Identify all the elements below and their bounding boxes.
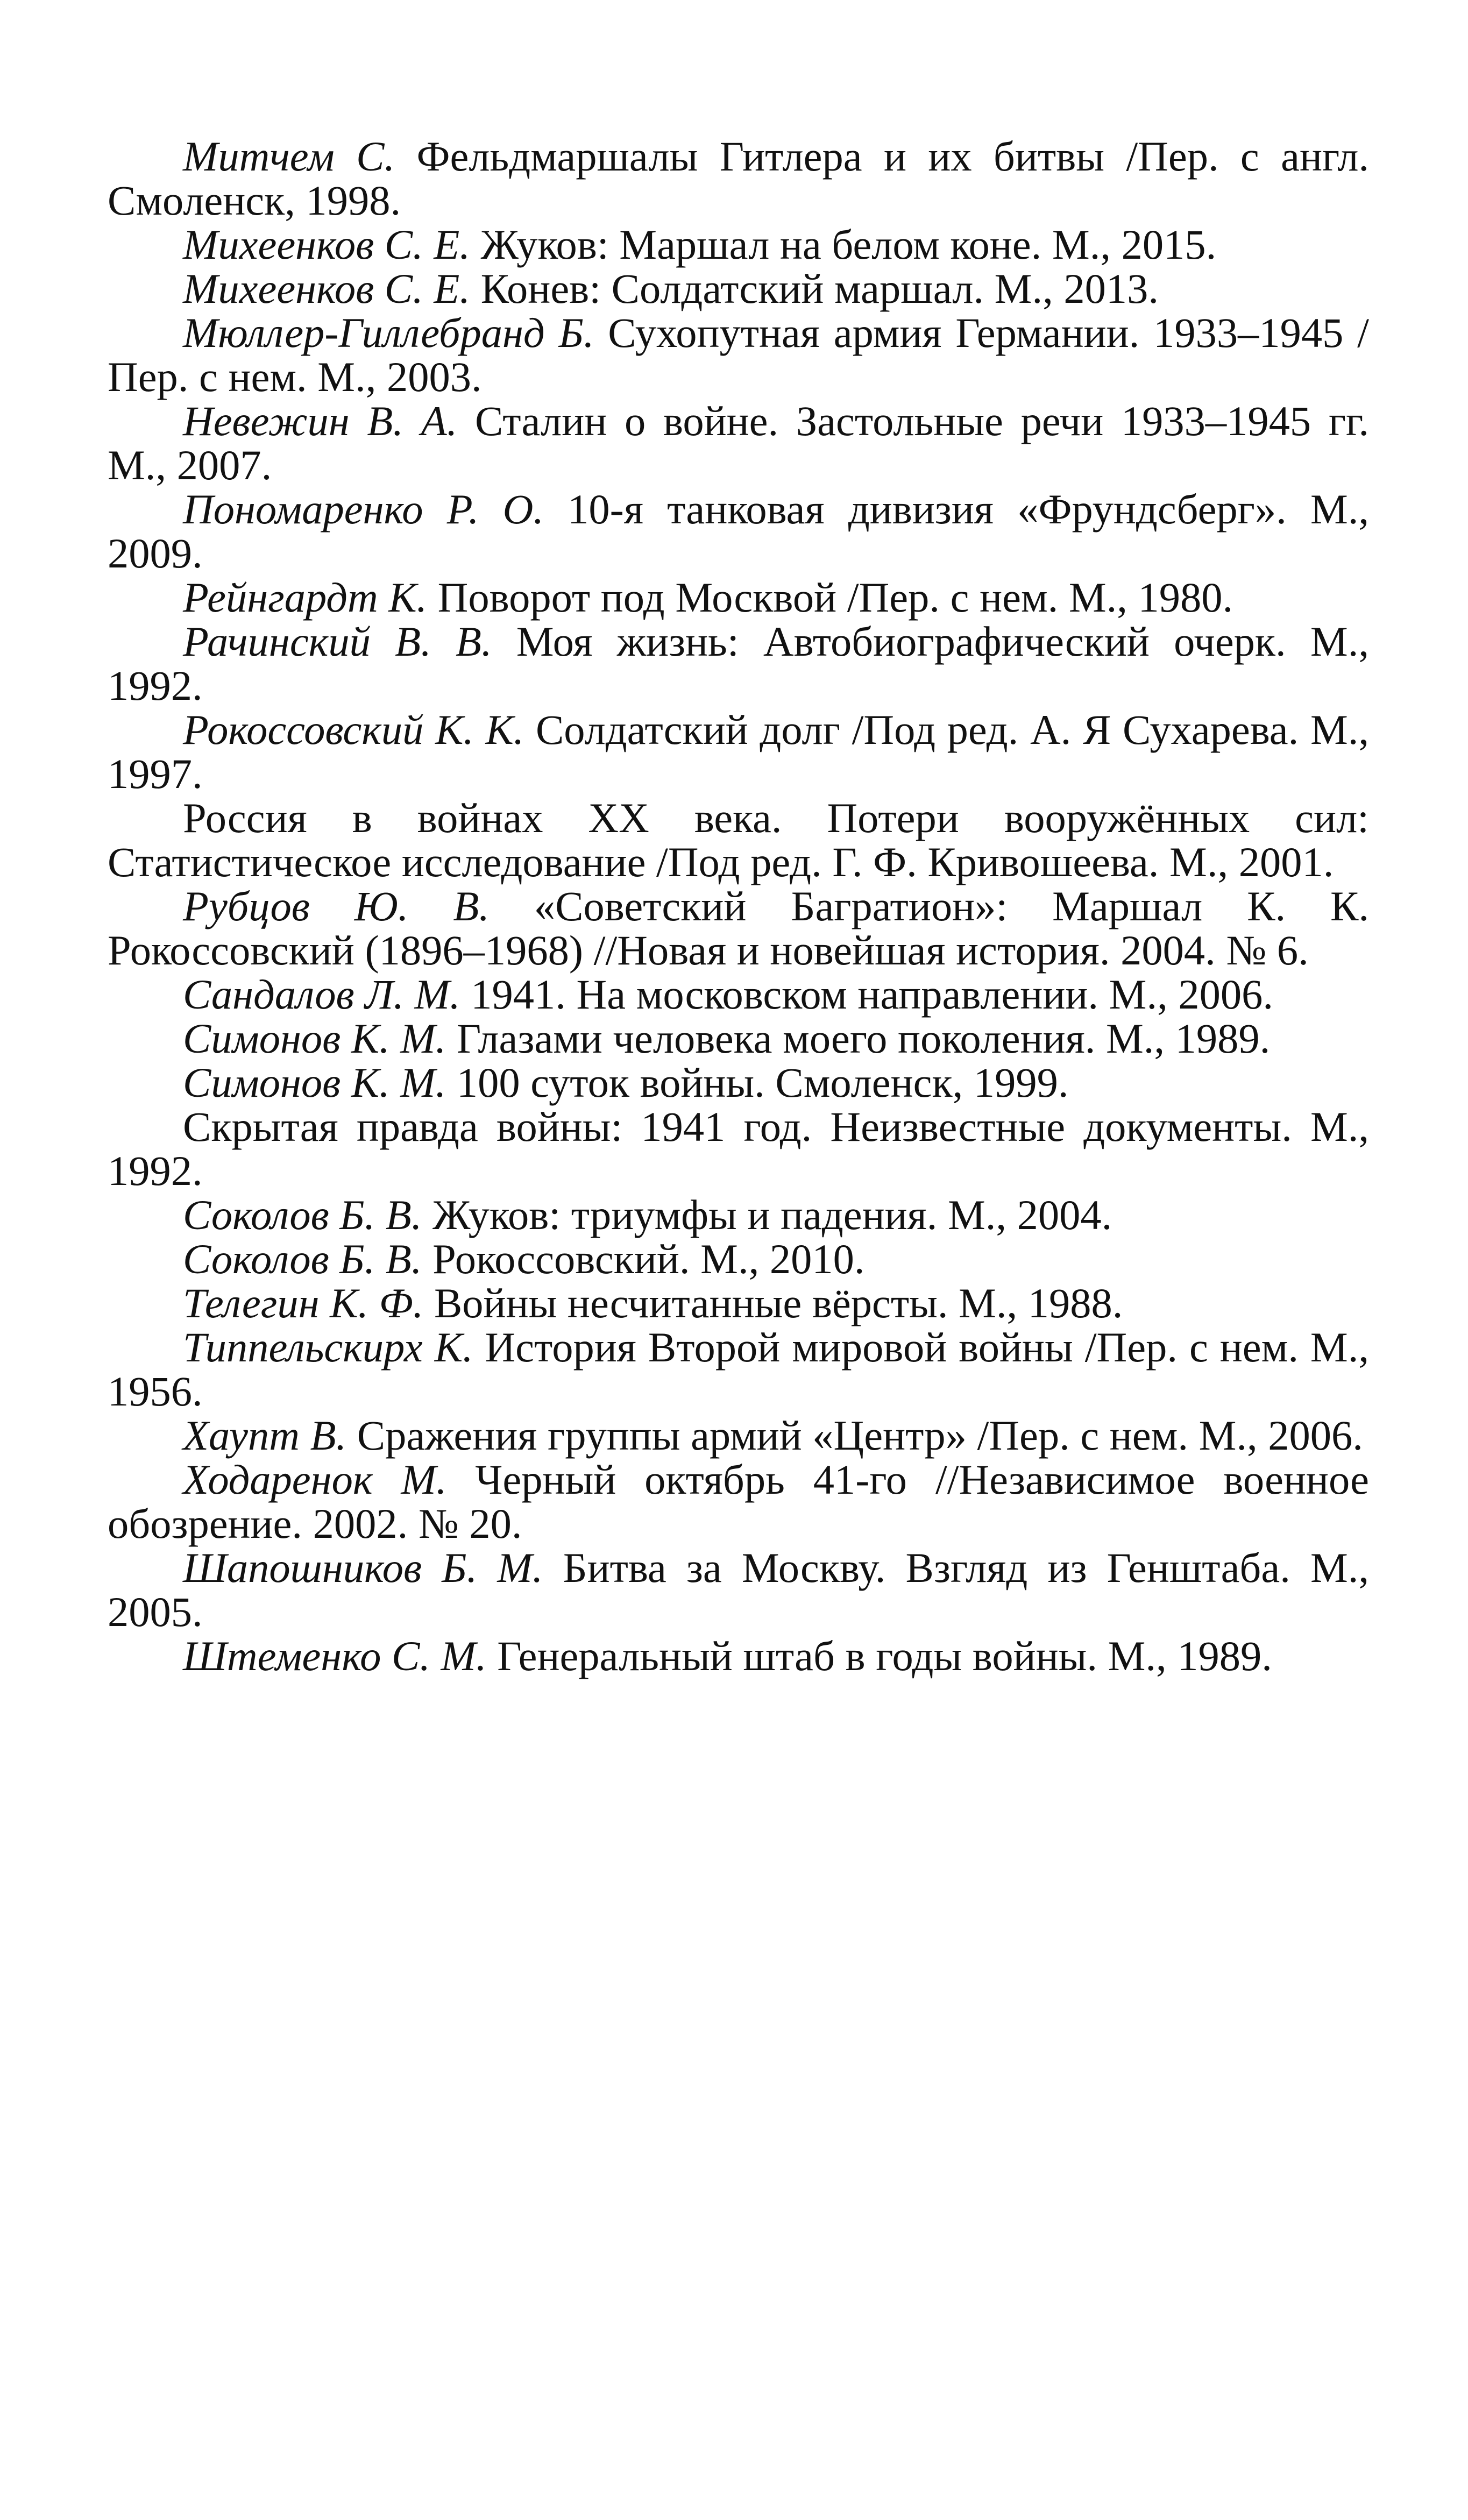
bibliography-entry <box>108 1017 1369 1061</box>
bibliography-entry <box>108 1414 1369 1458</box>
entry-author: Михеенков С. Е. <box>183 221 470 268</box>
bibliography-entry <box>108 1105 1369 1193</box>
entry-text: Фельдмаршалы Гитлера и их битвы /Пер. с англ. Смоленск, 1998. <box>108 133 1369 224</box>
entry-author: Ходаренок М. <box>183 1456 447 1503</box>
entry-text: Поворот под Москвой /Пер. с нем. М., 1980. <box>427 574 1233 621</box>
entry-text: Сражения группы армий «Центр» /Пер. с нем. М., 2006. <box>346 1412 1363 1459</box>
entry-text: Войны несчитанные вёрсты. М., 1988. <box>423 1280 1123 1326</box>
entry-text: История Второй мировой войны /Пер. с нем. М., 1956. <box>108 1324 1369 1415</box>
bibliography-entry <box>108 620 1369 708</box>
entry-text: Сталин о войне. Застольные речи 1933–1945 гг. М., 2007. <box>108 397 1370 488</box>
bibliography-entry <box>108 223 1369 267</box>
entry-text: Россия в войнах XX века. Потери вооружённых сил: Статистическое исследование /Под ред. Г. Ф. Кривошеева. М., 2001. <box>108 794 1369 885</box>
bibliography-entry <box>108 708 1369 796</box>
bibliography-entry <box>108 884 1369 972</box>
entry-text: «Советский Багратион»: Маршал К. К. Рокоссовский (1896–1968) //Новая и новейшая история. 2004. № 6. <box>108 883 1369 974</box>
entry-author: Типпельскирх К. <box>183 1324 473 1371</box>
entry-text: Генеральный штаб в годы войны. М., 1989. <box>486 1632 1272 1679</box>
entry-author: Штеменко С. М. <box>183 1632 487 1679</box>
bibliography-entry <box>108 267 1369 311</box>
entry-author: Рубцов Ю. В. <box>183 883 490 929</box>
entry-author: Хаупт В. <box>183 1412 347 1459</box>
entry-author: Симонов К. М. <box>183 1015 446 1062</box>
entry-author: Рейнгардт К. <box>183 574 428 621</box>
entry-text: Битва за Москву. Взгляд из Генштаба. М., 2005. <box>108 1544 1370 1635</box>
entry-author: Рокоссовский К. К. <box>183 706 524 753</box>
entry-text: Жуков: Маршал на белом коне. М., 2015. <box>470 221 1217 268</box>
entry-text: Жуков: триумфы и падения. М., 2004. <box>422 1191 1112 1238</box>
entry-text: 1941. На московском направлении. М., 2006. <box>460 971 1273 1018</box>
entry-author: Пономаренко Р. О. <box>183 486 544 533</box>
bibliography-entry <box>108 1237 1369 1281</box>
entry-text: Скрытая правда войны: 1941 год. Неизвестные документы. М., 1992. <box>108 1103 1369 1194</box>
entry-author: Телегин К. Ф. <box>183 1280 424 1326</box>
bibliography-entry <box>108 1458 1369 1546</box>
entry-text: Сухопутная армия Германии. 1933–1945 /Пер. с нем. М., 2003. <box>108 309 1369 400</box>
entry-author: Митчем С. <box>183 133 395 180</box>
bibliography-page <box>108 134 1369 1678</box>
entry-text: Рокоссовский. М., 2010. <box>422 1236 865 1282</box>
bibliography-entry <box>108 134 1369 223</box>
bibliography-entry <box>108 796 1369 884</box>
entry-author: Симонов К. М. <box>183 1059 446 1106</box>
entry-author: Соколов Б. В. <box>183 1236 422 1282</box>
bibliography-entry <box>108 972 1369 1017</box>
bibliography-entry <box>108 399 1369 487</box>
entry-text: Черный октябрь 41-го //Независимое военное обозрение. 2002. № 20. <box>108 1456 1369 1547</box>
bibliography-entry <box>108 1634 1369 1678</box>
entry-author: Соколов Б. В. <box>183 1191 422 1238</box>
entry-text: Глазами человека моего поколения. М., 1989. <box>446 1015 1271 1062</box>
entry-text: Конев: Солдатский маршал. М., 2013. <box>470 265 1159 312</box>
bibliography-entry <box>108 487 1369 576</box>
bibliography-entry <box>108 1325 1369 1414</box>
entry-author: Шапошников Б. М. <box>183 1544 543 1591</box>
bibliography-entry <box>108 311 1369 399</box>
entry-text: 10-я танковая дивизия «Фрундсберг». М., 2009. <box>108 486 1370 577</box>
entry-author: Невежин В. А. <box>183 397 458 444</box>
bibliography-entry <box>108 1193 1369 1237</box>
entry-author: Мюллер-Гиллебранд Б. <box>183 309 594 356</box>
entry-author: Сандалов Л. М. <box>183 971 460 1018</box>
bibliography-entry <box>108 1281 1369 1325</box>
bibliography-entry <box>108 1546 1369 1634</box>
bibliography-entry <box>108 1061 1369 1105</box>
entry-text: Солдатский долг /Под ред. А. Я Сухарева. М., 1997. <box>108 706 1369 797</box>
entry-text: Моя жизнь: Автобиографический очерк. М., 1992. <box>108 618 1369 709</box>
bibliography-entry <box>108 576 1369 620</box>
entry-author: Михеенков С. Е. <box>183 265 470 312</box>
entry-author: Рачинский В. В. <box>183 618 492 665</box>
entry-text: 100 суток войны. Смоленск, 1999. <box>446 1059 1069 1106</box>
